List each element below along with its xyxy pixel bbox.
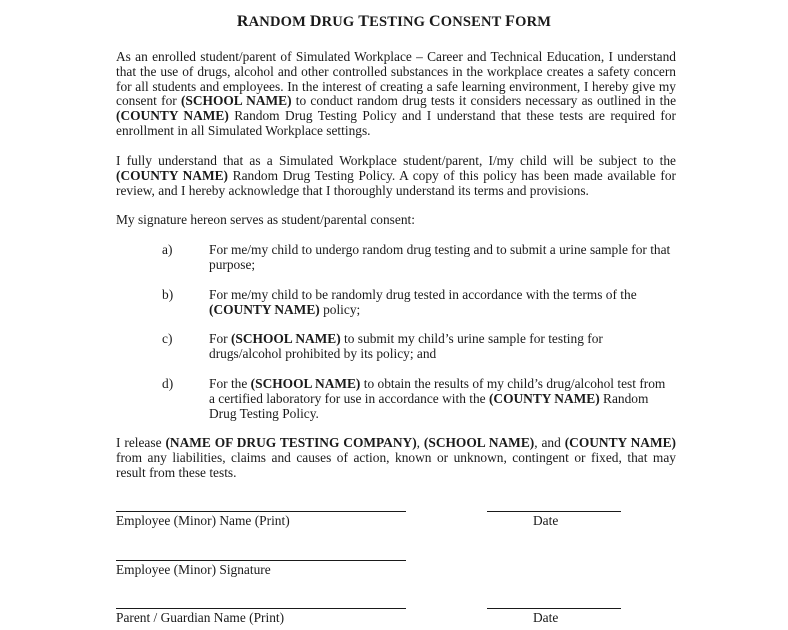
p4-text-4: from any liabilities, claims and causes of action, known or unknown, contingent or fixed, that may result from these tests. (116, 449, 676, 480)
county-name-placeholder: (COUNTY NAME) (488, 390, 600, 406)
title-rest-t: ESTING (369, 14, 429, 30)
p1-text-1: As an enrolled student/parent of Simulated Workplace – Career and Technical Education, I understand that the use of drugs, alcohol and other controlled substances in the workplace creates a safety concern for all students and employees. In the interest of creating a safe learning environment, I hereby give my consent for (116, 49, 676, 109)
item-b-text-1: For me/my child to be randomly drug tested in accordance with the terms of the (209, 287, 637, 302)
p2-text-2: Random Drug Testing Policy. A copy of this policy has been made available for review, and I hereby acknowledge that I thoroughly understand its terms and provisions. (116, 167, 676, 198)
title-rest-d: RUG (321, 14, 359, 30)
p4-text-2: , (416, 435, 424, 450)
county-name-placeholder: (COUNTY NAME) (209, 301, 320, 317)
title-cap-t: T (358, 13, 370, 30)
school-name-placeholder: (SCHOOL NAME) (423, 435, 535, 450)
item-d-text-3: Random Drug Testing Policy. (209, 390, 649, 421)
item-b-text-2: policy; (319, 301, 361, 317)
p2-text-1: I fully understand that as a Simulated Workplace student/parent, I/my child will be subject to the (116, 153, 676, 168)
item-d-text-2: to obtain the results of my child’s drug/alcohol test from a certified laboratory for use in accordance with the (209, 376, 666, 406)
date-line-1[interactable] (487, 511, 621, 512)
paragraph-consent (116, 50, 676, 139)
list-item-letter: c) (162, 331, 173, 346)
date-label-2: Date (533, 610, 559, 625)
employee-name-line[interactable] (116, 511, 406, 512)
title-rest-c: ONSENT (440, 14, 506, 30)
title-cap-r: R (236, 13, 249, 30)
school-name-placeholder: (SCHOOL NAME) (180, 93, 292, 109)
title-cap-f: F (505, 13, 516, 30)
list-item-text (209, 332, 674, 362)
county-name-placeholder: (COUNTY NAME) (116, 108, 229, 124)
item-d-text-1: For the (209, 376, 251, 391)
form-title (0, 15, 788, 30)
title-cap-d: D (309, 13, 322, 30)
item-c-text-2: to submit my child’s urine sample for testing for drugs/alcohol prohibited by its policy; and (209, 331, 603, 361)
date-label-1: Date (533, 513, 559, 528)
guardian-name-label: Parent / Guardian Name (Print) (116, 610, 285, 625)
employee-name-label: Employee (Minor) Name (Print) (116, 513, 290, 528)
list-item-text (209, 377, 674, 421)
date-line-2[interactable] (487, 608, 621, 609)
testing-company-placeholder: (NAME OF DRUG TESTING COMPANY) (165, 435, 417, 450)
title-cap-c: C (428, 13, 441, 30)
paragraph-signature-intro: My signature hereon serves as student/parental consent: (116, 212, 415, 227)
guardian-name-line[interactable] (116, 608, 406, 609)
county-name-placeholder: (COUNTY NAME) (116, 167, 229, 183)
p4-text-1: I release (116, 435, 166, 450)
p1-text-3: Random Drug Testing Policy and I understand that these tests are required for enrollment in all Simulated Workplace settings. (116, 108, 676, 138)
p4-text-3: , and (534, 435, 565, 450)
list-item-letter: b) (162, 287, 174, 302)
title-rest-r: ANDOM (248, 14, 310, 30)
paragraph-understanding (116, 154, 676, 198)
employee-signature-line[interactable] (116, 560, 406, 561)
employee-signature-label: Employee (Minor) Signature (116, 562, 271, 577)
item-a-text: For me/my child to undergo random drug testing and to submit a urine sample for that purpose; (209, 242, 671, 272)
list-item-text (209, 243, 674, 273)
school-name-placeholder: (SCHOOL NAME) (230, 331, 341, 346)
list-item-letter: d) (162, 376, 174, 391)
list-item-text (209, 288, 674, 318)
item-c-text-1: For (209, 331, 231, 346)
paragraph-release (116, 436, 676, 480)
county-name-placeholder: (COUNTY NAME) (564, 435, 676, 450)
list-item-letter: a) (162, 242, 173, 257)
school-name-placeholder: (SCHOOL NAME) (250, 376, 361, 391)
p1-text-2: to conduct random drug tests it considers necessary as outlined in the (291, 93, 677, 109)
title-rest-f: ORM (515, 14, 552, 30)
